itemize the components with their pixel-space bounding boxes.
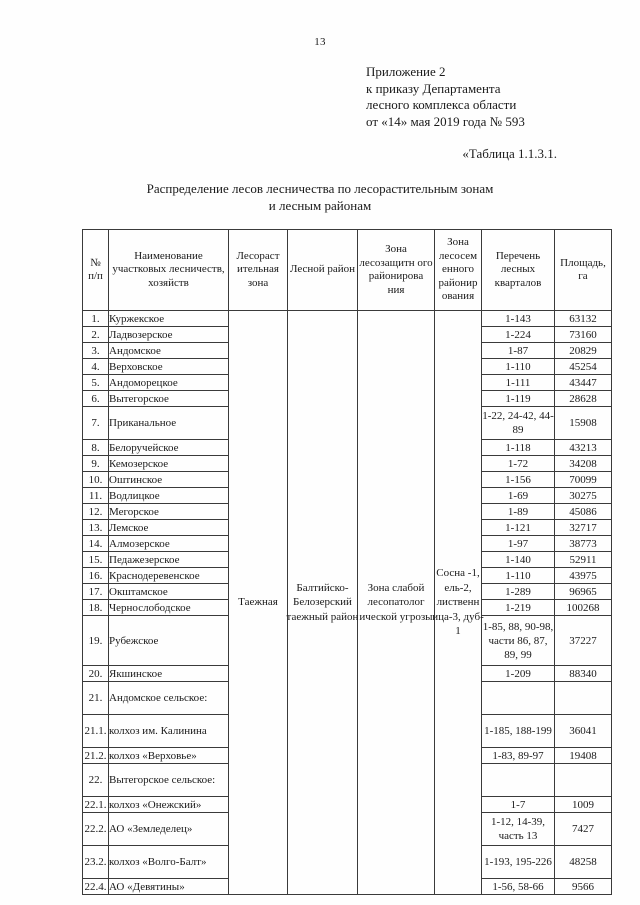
cell-quarters: 1-193, 195-226	[482, 846, 555, 879]
cell-forestry-name: Рубежское	[109, 616, 229, 666]
approval-line-4: от «14» мая 2019 года № 593	[366, 113, 525, 129]
cell-quarters: 1-22, 24-42, 44-89	[482, 407, 555, 440]
cell-row-number: 19.	[83, 616, 109, 666]
approval-block	[366, 64, 525, 130]
cell-area: 9566	[555, 879, 612, 895]
cell-quarters: 1-119	[482, 391, 555, 407]
cell-area: 43213	[555, 440, 612, 456]
cell-row-number: 23.2.	[83, 846, 109, 879]
cell-area: 96965	[555, 584, 612, 600]
page-number: 13	[314, 36, 326, 48]
cell-area: 63132	[555, 311, 612, 327]
cell-area	[555, 682, 612, 715]
cell-forestry-name: Педажезерское	[109, 552, 229, 568]
cell-forestry-name: Вытегорское сельское:	[109, 764, 229, 797]
cell-area: 100268	[555, 600, 612, 616]
table-header	[83, 230, 612, 311]
cell-row-number: 20.	[83, 666, 109, 682]
column-header-area: Площадь, га	[555, 230, 612, 311]
cell-area: 38773	[555, 536, 612, 552]
cell-area: 36041	[555, 715, 612, 748]
cell-forestry-name: Андоморецкое	[109, 375, 229, 391]
cell-row-number: 1.	[83, 311, 109, 327]
cell-quarters: 1-289	[482, 584, 555, 600]
cell-quarters: 1-56, 58-66	[482, 879, 555, 895]
cell-area: 45086	[555, 504, 612, 520]
column-header-number-line1: №	[90, 256, 101, 269]
cell-area: 32717	[555, 520, 612, 536]
cell-quarters: 1-89	[482, 504, 555, 520]
cell-quarters: 1-121	[482, 520, 555, 536]
column-header-quarters: Перечень лесных кварталов	[482, 230, 555, 311]
cell-forestry-name: Белоручейское	[109, 440, 229, 456]
cell-row-number: 22.2.	[83, 813, 109, 846]
cell-row-number: 5.	[83, 375, 109, 391]
table-header-row	[83, 230, 612, 311]
cell-row-number: 22.	[83, 764, 109, 797]
cell-forestry-name: Кемозерское	[109, 456, 229, 472]
page-title-line-2: и лесным районам	[268, 198, 372, 213]
cell-row-number: 14.	[83, 536, 109, 552]
cell-forestry-name: Приканальное	[109, 407, 229, 440]
cell-area: 30275	[555, 488, 612, 504]
cell-row-number: 12.	[83, 504, 109, 520]
cell-forestry-name: Верховское	[109, 359, 229, 375]
cell-area: 73160	[555, 327, 612, 343]
approval-line-3: лесного комплекса области	[366, 97, 517, 112]
cell-protection-zone-text: Зона слабой лесопатолог ической угрозы	[359, 581, 433, 623]
cell-area: 88340	[555, 666, 612, 682]
cell-area: 15908	[555, 407, 612, 440]
cell-quarters: 1-110	[482, 359, 555, 375]
cell-row-number: 21.2.	[84, 749, 107, 762]
cell-row-number: 21.	[83, 682, 109, 715]
cell-forestry-name: колхоз «Волго-Балт»	[109, 846, 229, 879]
column-header-number-line2: п/п	[88, 270, 103, 282]
cell-row-number: 3.	[83, 343, 109, 359]
cell-forestry-name: Андомское сельское:	[109, 682, 229, 715]
cell-protection-zone	[358, 311, 435, 895]
cell-quarters: 1-140	[482, 552, 555, 568]
cell-forestry-name: Алмозерское	[109, 536, 229, 552]
cell-row-number: 10.	[83, 472, 109, 488]
forest-distribution-table	[82, 229, 606, 895]
cell-area: 19408	[555, 748, 612, 764]
cell-forestry-name: Андомское	[109, 343, 229, 359]
cell-seed-zone	[432, 311, 484, 895]
cell-quarters: 1-85, 88, 90-98, части 86, 87, 89, 99	[482, 616, 555, 666]
cell-forestry-name: Лемское	[109, 520, 229, 536]
cell-quarters: 1-219	[482, 600, 555, 616]
cell-quarters: 1-156	[482, 472, 555, 488]
cell-row-number: 22.1.	[84, 798, 107, 811]
cell-row-number: 16.	[83, 568, 109, 584]
table-row	[83, 311, 612, 327]
cell-quarters: 1-185, 188-199	[482, 715, 555, 748]
cell-area: 20829	[555, 343, 612, 359]
cell-quarters: 1-97	[482, 536, 555, 552]
cell-vegetation-zone	[229, 311, 288, 895]
cell-row-number: 15.	[83, 552, 109, 568]
cell-row-number: 7.	[83, 407, 109, 440]
cell-quarters: 1-87	[482, 343, 555, 359]
cell-row-number: 22.4.	[84, 880, 107, 893]
cell-row-number: 17.	[83, 584, 109, 600]
cell-quarters: 1-83, 89-97	[482, 748, 555, 764]
cell-area: 43447	[555, 375, 612, 391]
cell-forestry-name: Окштамское	[109, 584, 229, 600]
cell-quarters: 1-118	[482, 440, 555, 456]
cell-forestry-name: колхоз «Онежский»	[109, 797, 229, 813]
cell-forestry-name: Краснодеревенское	[109, 568, 229, 584]
cell-area: 28628	[555, 391, 612, 407]
cell-row-number: 18.	[83, 600, 109, 616]
cell-quarters: 1-7	[482, 797, 555, 813]
cell-forest-region	[288, 311, 358, 895]
cell-forestry-name: Вытегорское	[109, 391, 229, 407]
cell-quarters	[482, 682, 555, 715]
cell-vegetation-zone-text: Таежная	[238, 596, 278, 609]
approval-line-2: к приказу Департамента	[366, 80, 501, 96]
approval-line-1: Приложение 2	[366, 64, 446, 79]
cell-forestry-name: колхоз «Верховье»	[109, 748, 229, 764]
cell-area: 43975	[555, 568, 612, 584]
cell-row-number: 6.	[83, 391, 109, 407]
column-header-number	[83, 230, 109, 311]
cell-area: 7427	[555, 813, 612, 846]
column-header-forest-region: Лесной район	[288, 230, 358, 311]
cell-row-number: 2.	[83, 327, 109, 343]
table-label: «Таблица 1.1.3.1.	[462, 146, 557, 161]
page-title-line-1: Распределение лесов лесничества по лесорастительным зонам	[146, 181, 494, 196]
cell-quarters	[482, 764, 555, 797]
cell-forest-region-text: Балтийско-Белозерский таежный район	[286, 581, 359, 623]
cell-area: 37227	[555, 616, 612, 666]
cell-row-number: 8.	[83, 440, 109, 456]
cell-forestry-name: Куржекское	[109, 311, 229, 327]
cell-forestry-name: Якшинское	[109, 666, 229, 682]
cell-row-number: 4.	[83, 359, 109, 375]
cell-area	[555, 764, 612, 797]
cell-quarters: 1-12, 14-39, часть 13	[482, 813, 555, 846]
column-header-name: Наименование участковых лесничеств, хозяйств	[109, 230, 229, 311]
cell-forestry-name: колхоз им. Калинина	[109, 715, 229, 748]
cell-forestry-name: Ладвозерское	[109, 327, 229, 343]
column-header-protection-zone: Зона лесозащитн ого районирова ния	[358, 230, 435, 311]
cell-forestry-name: Чернослободское	[109, 600, 229, 616]
cell-forestry-name: АО «Девятины»	[109, 879, 229, 895]
cell-area: 70099	[555, 472, 612, 488]
cell-quarters: 1-224	[482, 327, 555, 343]
cell-quarters: 1-143	[482, 311, 555, 327]
cell-forestry-name: Водлицкое	[109, 488, 229, 504]
cell-area: 34208	[555, 456, 612, 472]
table-body	[83, 311, 612, 895]
cell-quarters: 1-209	[482, 666, 555, 682]
cell-area: 45254	[555, 359, 612, 375]
column-header-seed-zone: Зона лесосем енного районир ования	[435, 230, 482, 311]
cell-forestry-name: Оштинское	[109, 472, 229, 488]
cell-area: 48258	[555, 846, 612, 879]
cell-row-number: 11.	[83, 488, 109, 504]
cell-quarters: 1-111	[482, 375, 555, 391]
cell-area: 1009	[555, 797, 612, 813]
column-header-vegetation-zone: Лесораст ительная зона	[229, 230, 288, 311]
cell-seed-zone-text: Сосна -1, ель-2, лиственн ица-3, дуб- 1	[432, 567, 484, 638]
cell-row-number: 21.1.	[83, 715, 109, 748]
cell-forestry-name: Мегорское	[109, 504, 229, 520]
cell-row-number: 13.	[83, 520, 109, 536]
cell-forestry-name: АО «Земледелец»	[109, 813, 229, 846]
cell-area: 52911	[555, 552, 612, 568]
page-title	[82, 180, 558, 214]
cell-row-number: 9.	[83, 456, 109, 472]
cell-quarters: 1-69	[482, 488, 555, 504]
cell-quarters: 1-72	[482, 456, 555, 472]
cell-quarters: 1-110	[482, 568, 555, 584]
